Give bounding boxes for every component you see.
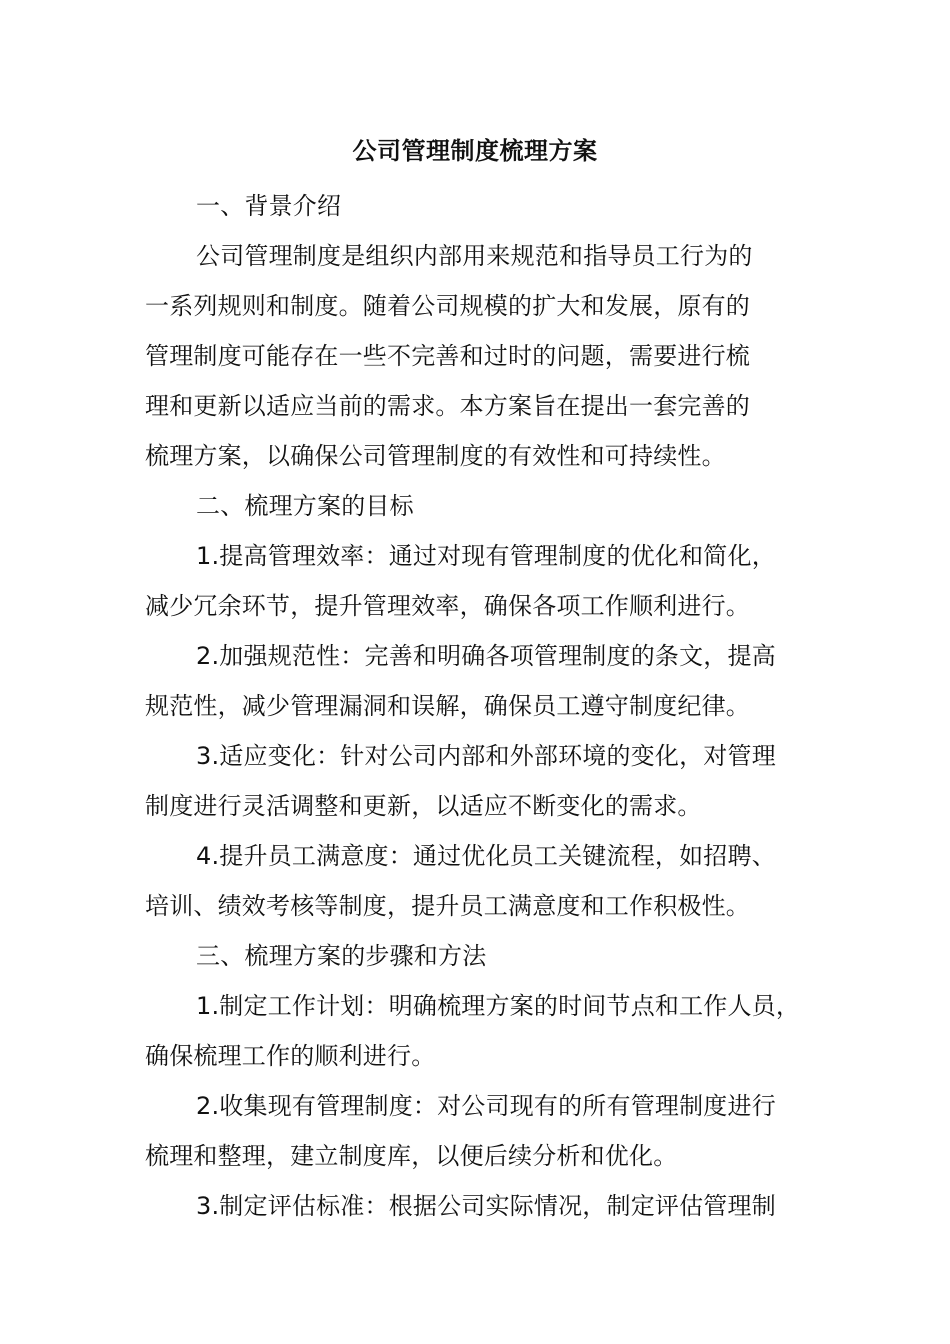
paragraph-line: 理和更新以适应当前的需求。本方案旨在提出一套完善的 (145, 392, 750, 420)
list-item-line: 制度进行灵活调整和更新，以适应不断变化的需求。 (145, 792, 702, 820)
paragraph-line: 管理制度可能存在一些不完善和过时的问题，需要进行梳 (145, 342, 750, 370)
list-item-line: 1.制定工作计划：明确梳理方案的时间节点和工作人员， (196, 992, 801, 1020)
list-item-line: 2.加强规范性：完善和明确各项管理制度的条文，提高 (196, 642, 776, 670)
document-title: 公司管理制度梳理方案 (352, 137, 598, 165)
document-body (145, 181, 835, 1231)
paragraph-line: 梳理方案，以确保公司管理制度的有效性和可持续性。 (145, 442, 726, 470)
paragraph-line: 公司管理制度是组织内部用来规范和指导员工行为的 (196, 242, 753, 270)
paragraph-line: 一系列规则和制度。随着公司规模的扩大和发展，原有的 (145, 292, 750, 320)
list-item-line: 梳理和整理，建立制度库，以便后续分析和优化。 (145, 1142, 678, 1170)
list-item-line: 规范性，减少管理漏洞和误解，确保员工遵守制度纪律。 (145, 692, 750, 720)
section-heading: 一、背景介绍 (196, 192, 342, 220)
section-heading: 三、梳理方案的步骤和方法 (196, 942, 487, 970)
list-item-line: 3.制定评估标准：根据公司实际情况，制定评估管理制 (196, 1192, 776, 1220)
list-item-line: 培训、绩效考核等制度，提升员工满意度和工作积极性。 (145, 892, 750, 920)
list-item-line: 1.提高管理效率：通过对现有管理制度的优化和简化， (196, 542, 776, 570)
list-item-line: 2.收集现有管理制度：对公司现有的所有管理制度进行 (196, 1092, 776, 1120)
section-heading: 二、梳理方案的目标 (196, 492, 414, 520)
list-item-line: 确保梳理工作的顺利进行。 (145, 1042, 436, 1070)
list-item-line: 减少冗余环节，提升管理效率，确保各项工作顺利进行。 (145, 592, 750, 620)
list-item-line: 4.提升员工满意度：通过优化员工关键流程，如招聘、 (196, 842, 776, 870)
list-item-line: 3.适应变化：针对公司内部和外部环境的变化，对管理 (196, 742, 776, 770)
